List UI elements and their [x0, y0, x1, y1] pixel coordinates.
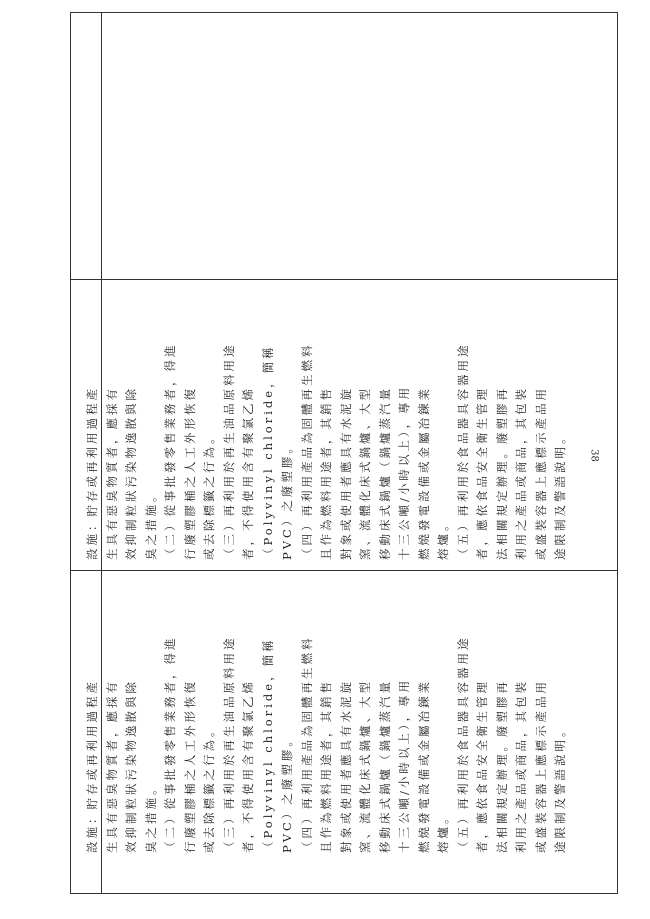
- text-line: 對象或使用者應具有水泥旋: [338, 679, 353, 853]
- text-line: PVC）之廢塑膠。: [280, 439, 294, 560]
- text-line: （Polyvinyl chloride，簡稱: [260, 344, 275, 560]
- text-line: 且作為燃料用途者，其銷售: [319, 386, 333, 560]
- text-line: （三）再利用於再生油品原料用途: [221, 342, 236, 560]
- text-line: 臭之措施。: [143, 780, 158, 853]
- text-line: 行廢塑膠桶之人工外形恢復: [182, 679, 197, 853]
- text-line: 熔爐。: [436, 809, 450, 853]
- text-line: （五）再利用於食品器具容器用途: [455, 635, 470, 853]
- text-line: 效抑制粒狀污染物逸散與除: [124, 386, 138, 560]
- text-line: 設施：貯存或再利用過程產: [85, 679, 99, 853]
- text-line: 或去除標籤之行為。: [202, 429, 216, 560]
- text-line: （二）從事批發零售業務者，得進: [163, 342, 177, 560]
- text-line: 臭之措施。: [143, 487, 158, 560]
- text-line: 生具有惡臭物質者，應採有: [104, 386, 119, 560]
- page-number: 38: [588, 449, 600, 462]
- text-line: 熔爐。: [436, 516, 450, 560]
- text-line: 生具有惡臭物質者，應採有: [104, 679, 119, 853]
- text-line: 途限制及警語說明。: [553, 722, 567, 853]
- text-line: PVC）之廢塑膠。: [280, 732, 294, 853]
- text-line: （五）再利用於食品器具容器用途: [455, 342, 470, 560]
- text-line: （四）再利用產品為固體再生燃料: [299, 635, 314, 853]
- text-line: （二）從事批發零售業務者，得進: [163, 635, 177, 853]
- text-line: 燃燒發電設備或金屬冶鍊業: [416, 386, 431, 560]
- text-line: （四）再利用產品為固體再生燃料: [299, 342, 314, 560]
- text-line: 十三公噸/小時以上），專用: [397, 677, 411, 853]
- column-divider-middle: [71, 570, 617, 571]
- text-line: 窯、流體化床式鍋爐、大型: [358, 386, 372, 560]
- text-line: 對象或使用者應具有水泥旋: [338, 386, 353, 560]
- text-line: 者，應依食品安全衛生管理: [475, 679, 489, 853]
- text-line: 利用之產品或商品，其包裝: [514, 679, 528, 853]
- text-line: 者，不得使用含有聚氯乙烯: [241, 679, 255, 853]
- text-line: 且作為燃料用途者，其銷售: [319, 679, 333, 853]
- text-line: 移動床式鍋爐（鍋爐蒸汽量: [377, 386, 392, 560]
- text-line: 或盛裝容器上應標示產品用: [533, 679, 548, 853]
- text-line: 法相關規定辦理。廢塑膠再: [494, 679, 509, 853]
- text-line: 窯、流體化床式鍋爐、大型: [358, 679, 372, 853]
- text-line: 設施：貯存或再利用過程產: [85, 386, 99, 560]
- column-divider-top: [71, 279, 617, 280]
- text-line: 行廢塑膠桶之人工外形恢復: [182, 386, 197, 560]
- text-line: 燃燒發電設備或金屬冶鍊業: [416, 679, 431, 853]
- text-line: 者，不得使用含有聚氯乙烯: [241, 386, 255, 560]
- text-line: 十三公噸/小時以上），專用: [397, 384, 411, 560]
- text-line: 或盛裝容器上應標示產品用: [533, 386, 548, 560]
- text-line: 移動床式鍋爐（鍋爐蒸汽量: [377, 679, 392, 853]
- text-line: 途限制及警語說明。: [553, 429, 567, 560]
- column-old-text: [83, 636, 571, 854]
- text-line: 或去除標籤之行為。: [202, 722, 216, 853]
- text-line: （三）再利用於再生油品原料用途: [221, 635, 236, 853]
- text-line: 者，應依食品安全衛生管理: [475, 386, 489, 560]
- text-line: 法相關規定辦理。廢塑膠再: [494, 386, 509, 560]
- text-line: （Polyvinyl chloride，簡稱: [260, 637, 275, 853]
- column-new-text: [83, 343, 571, 561]
- text-line: 效抑制粒狀污染物逸散與除: [124, 679, 138, 853]
- text-line: 利用之產品或商品，其包裝: [514, 386, 528, 560]
